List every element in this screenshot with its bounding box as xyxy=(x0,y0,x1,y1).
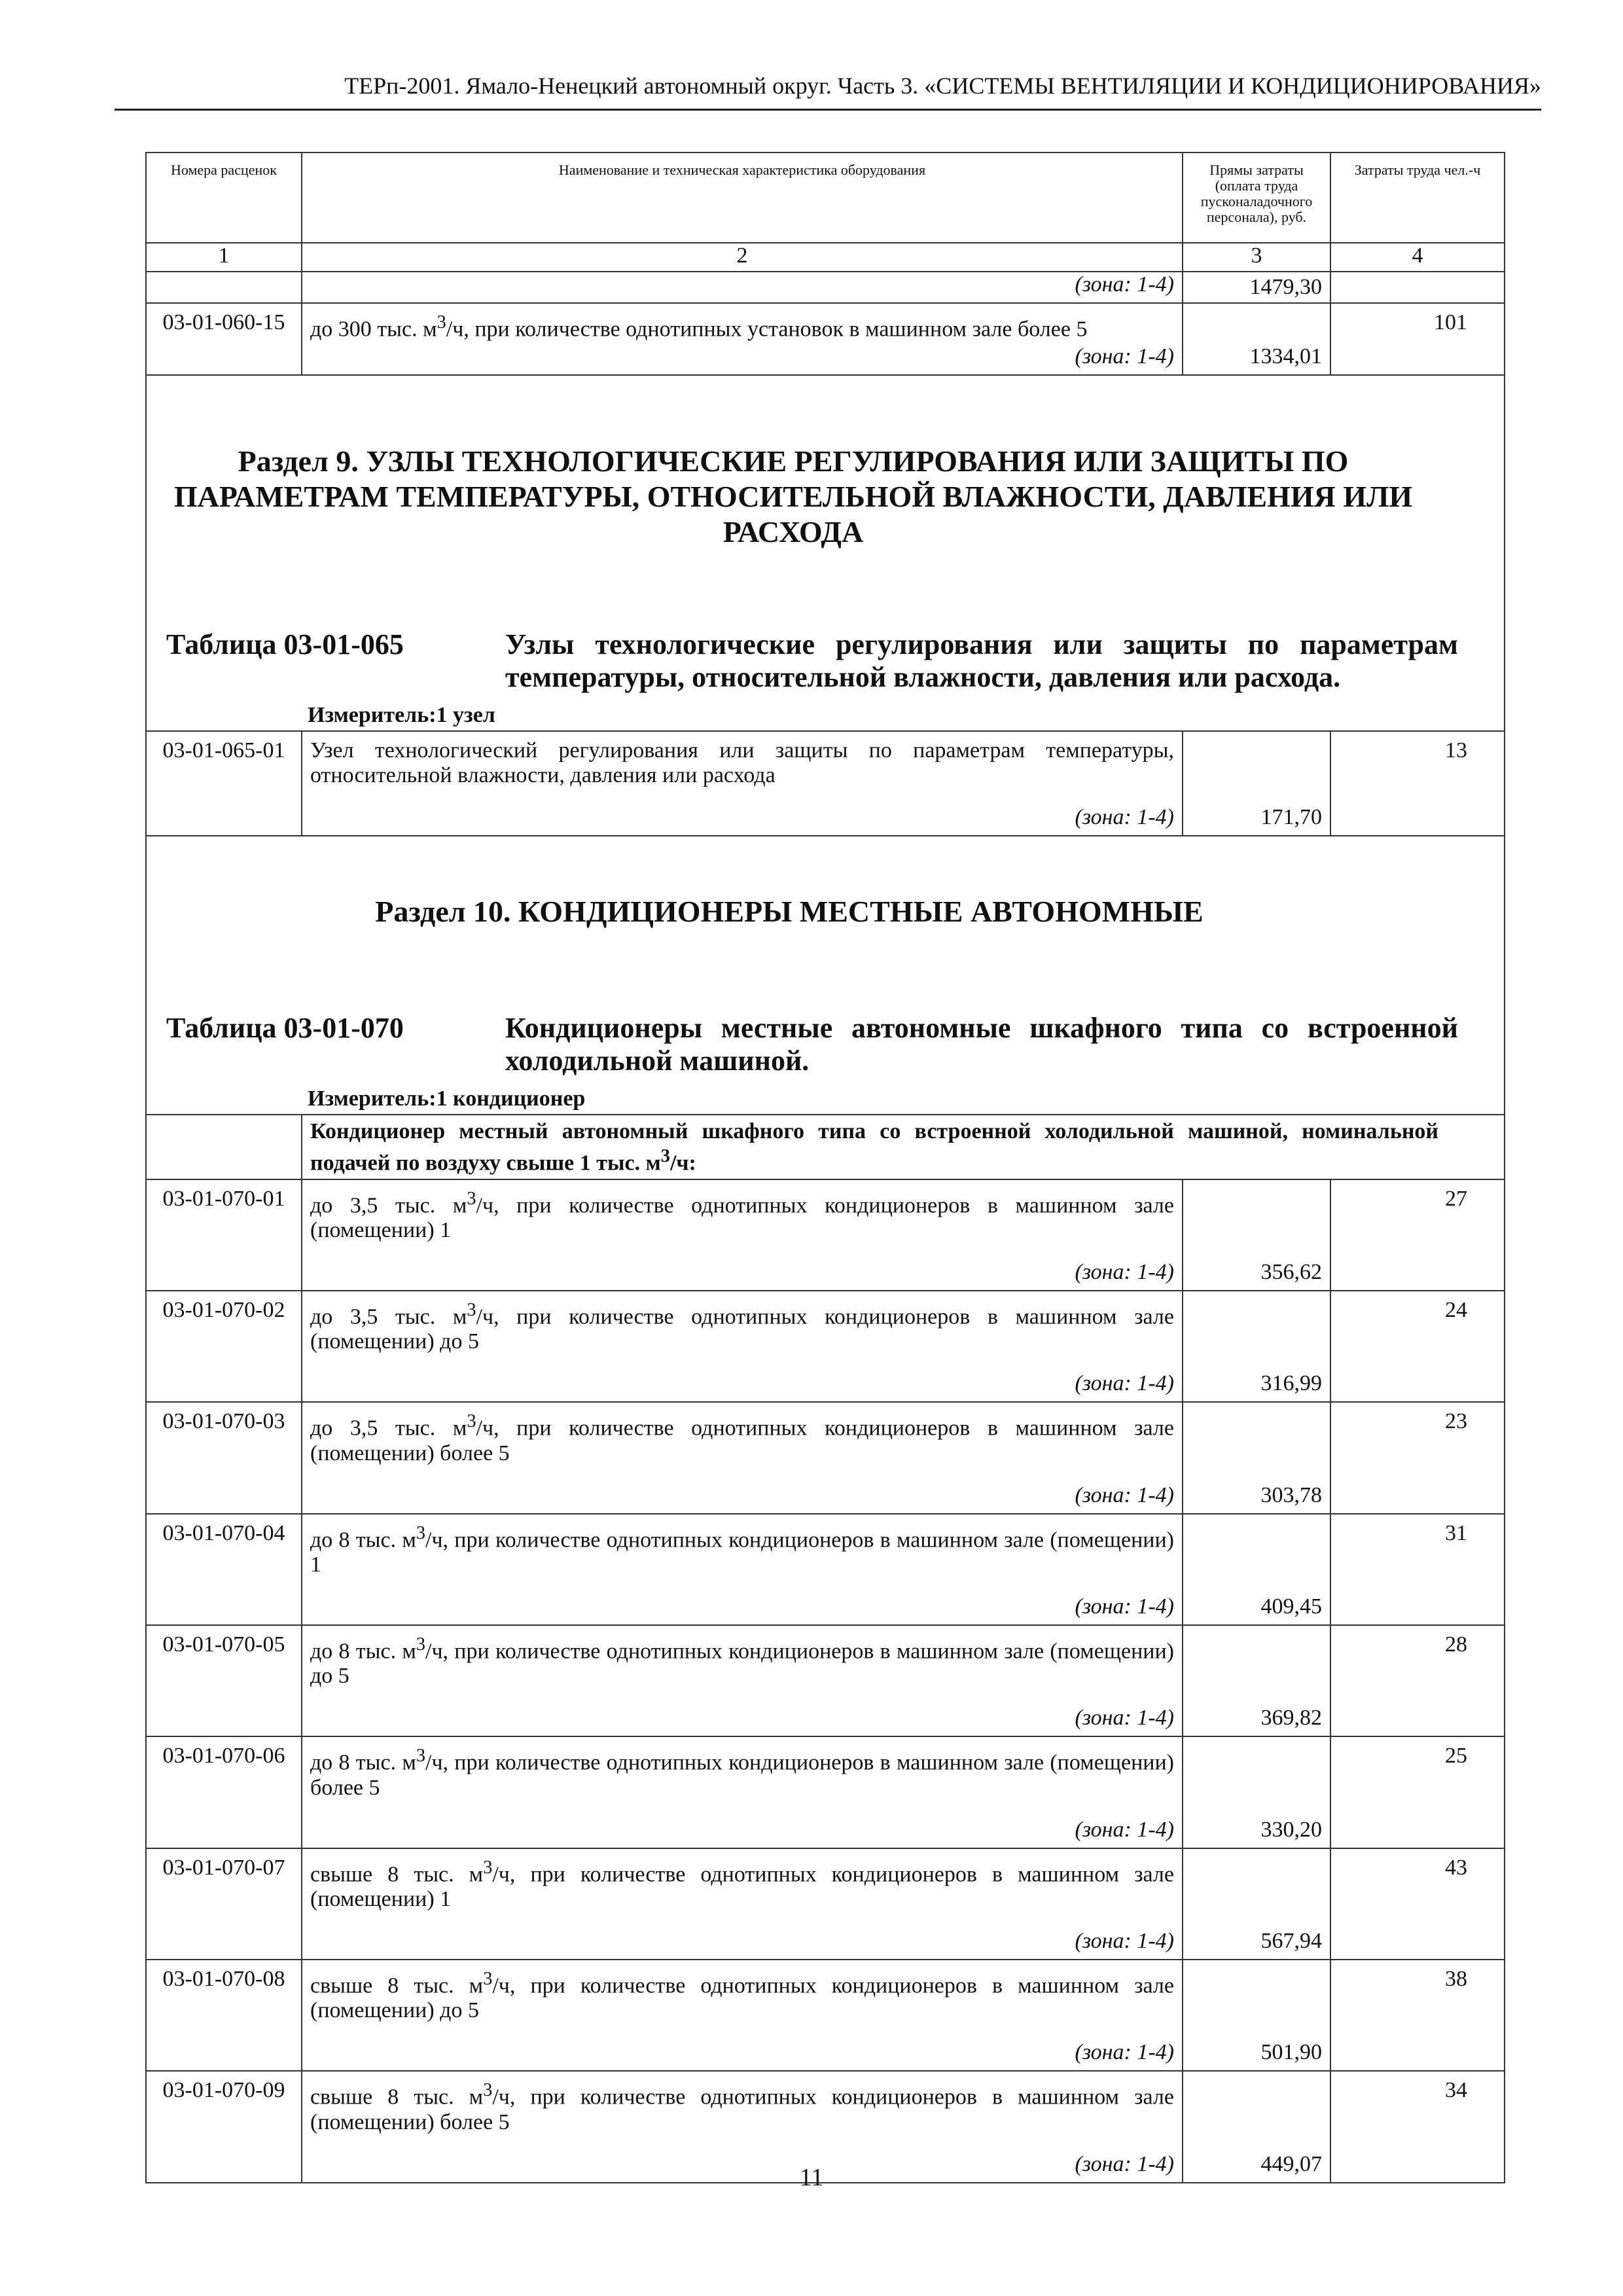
cost-value: 369,82 xyxy=(1183,1625,1330,1736)
rate-description: до 300 тыс. $м^3/ч$, при количестве однотипных установок в машинном зале более 5 (зона: 1-4) xyxy=(302,303,1183,375)
table-row xyxy=(146,1514,1505,1625)
rates-table xyxy=(145,152,1505,2183)
measure-unit: Измеритель:1 кондиционер xyxy=(308,1086,586,1111)
running-header: ТЕРп-2001. Ямало-Ненецкий автономный округ. Часть 3. «СИСТЕМЫ ВЕНТИЛЯЦИИ И КОНДИЦИОНИРОВАНИЯ» xyxy=(115,71,1541,111)
header-equipment-name: Наименование и техническая характеристика оборудования xyxy=(302,152,1183,243)
column-number-row xyxy=(146,243,1505,272)
section-10-block xyxy=(146,836,1505,1115)
header-direct-costs: Прямы затраты (оплата труда пусконаладочного персонала), руб. xyxy=(1183,152,1330,243)
rate-description: до 8 тыс. $м^3/ч$, при количестве однотипных кондиционеров в машинном зале (помещении) более 5 (зона: 1-4) xyxy=(302,1736,1183,1848)
rate-description: свыше 8 тыс. $м^3/ч$, при количестве однотипных кондиционеров в машинном зале (помещении) более 5 (зона: 1-4) xyxy=(302,2071,1183,2182)
labor-value: 31 xyxy=(1330,1514,1505,1625)
table-row xyxy=(146,1179,1505,1291)
table-description: Узлы технологические регулирования или защиты по параметрам температуры, относительной влажности, давления или расхода. xyxy=(505,628,1458,694)
labor-value: 13 xyxy=(1330,731,1505,836)
rate-description: до 8 тыс. $м^3/ч$, при количестве однотипных кондиционеров в машинном зале (помещении) 1 (зона: 1-4) xyxy=(302,1514,1183,1625)
table-row xyxy=(146,1848,1505,1960)
zone-label: (зона: 1-4) xyxy=(302,272,1183,303)
table-row xyxy=(146,303,1505,375)
zone-label: (зона: 1-4) xyxy=(1075,1259,1174,1284)
cost-value: 501,90 xyxy=(1183,1960,1330,2071)
table-caption xyxy=(147,1012,1504,1077)
cost-value: 1479,30 xyxy=(1183,272,1330,303)
column-number: 4 xyxy=(1330,243,1505,272)
header-labor-costs: Затраты труда чел.-ч xyxy=(1330,152,1505,243)
zone-label: (зона: 1-4) xyxy=(1075,1594,1174,1619)
zone-label: (зона: 1-4) xyxy=(1075,805,1174,830)
page-number: 11 xyxy=(799,2164,824,2191)
section-title: Раздел 9. УЗЛЫ ТЕХНОЛОГИЧЕСКИЕ РЕГУЛИРОВАНИЯ ИЛИ ЗАЩИТЫ ПО ПАРАМЕТРАМ ТЕМПЕРАТУРЫ, ОТНОСИТЕЛЬНОЙ ВЛАЖНОСТИ, ДАВЛЕНИЯ ИЛИ РАСХОДА xyxy=(173,444,1413,549)
zone-label: (зона: 1-4) xyxy=(1075,2040,1174,2065)
cost-value: 1334,01 xyxy=(1183,303,1330,375)
labor-value: 25 xyxy=(1330,1736,1505,1848)
measure-unit: Измеритель:1 узел xyxy=(308,703,495,728)
labor-value: 27 xyxy=(1330,1179,1505,1291)
carry-over-row xyxy=(146,272,1505,303)
rate-code: 03-01-070-04 xyxy=(146,1514,302,1625)
cost-value: 303,78 xyxy=(1183,1402,1330,1513)
table-number: Таблица 03-01-065 xyxy=(166,628,404,661)
zone-label: (зона: 1-4) xyxy=(1075,344,1174,369)
rate-code: 03-01-070-01 xyxy=(146,1179,302,1291)
section-title: Раздел 10. КОНДИЦИОНЕРЫ МЕСТНЫЕ АВТОНОМНЫЕ xyxy=(375,895,1204,929)
rate-description: до 3,5 тыс. $м^3/ч$, при количестве однотипных кондиционеров в машинном зале (помещении) более 5 (зона: 1-4) xyxy=(302,1402,1183,1513)
labor-value: 38 xyxy=(1330,1960,1505,2071)
header-rate-numbers: Номера расценок xyxy=(146,152,302,243)
rate-description: свыше 8 тыс. $м^3/ч$, при количестве однотипных кондиционеров в машинном зале (помещении) до 5 (зона: 1-4) xyxy=(302,1960,1183,2071)
rate-description: до 3,5 тыс. $м^3/ч$, при количестве однотипных кондиционеров в машинном зале (помещении) до 5 (зона: 1-4) xyxy=(302,1291,1183,1402)
column-number: 3 xyxy=(1183,243,1330,272)
rate-code: 03-01-070-03 xyxy=(146,1402,302,1513)
rate-code: 03-01-070-09 xyxy=(146,2071,302,2182)
labor-value: 34 xyxy=(1330,2071,1505,2182)
rate-code: 03-01-070-08 xyxy=(146,1960,302,2071)
labor-value: 101 xyxy=(1330,303,1505,375)
rate-description: Узел технологический регулирования или защиты по параметрам температуры, относительной влажности, давления или расхода (зона: 1-4) xyxy=(302,731,1183,836)
group-description: Кондиционер местный автономный шкафного типа со встроенной холодильной машиной, номинальной подачей по воздуху свыше 1 тыс. $м^3/ч$: xyxy=(302,1115,1505,1179)
labor-value: 24 xyxy=(1330,1291,1505,1402)
rate-code: 03-01-070-06 xyxy=(146,1736,302,1848)
cost-value: 449,07 xyxy=(1183,2071,1330,2182)
rate-code: 03-01-060-15 xyxy=(146,303,302,375)
zone-label: (зона: 1-4) xyxy=(1075,2151,1174,2176)
rate-code: 03-01-070-07 xyxy=(146,1848,302,1960)
cost-value: 356,62 xyxy=(1183,1179,1330,1291)
zone-label: (зона: 1-4) xyxy=(1075,1928,1174,1953)
labor-value: 43 xyxy=(1330,1848,1505,1960)
table-number: Таблица 03-01-070 xyxy=(166,1012,404,1045)
rate-description: свыше 8 тыс. $м^3/ч$, при количестве однотипных кондиционеров в машинном зале (помещении) 1 (зона: 1-4) xyxy=(302,1848,1183,1960)
cost-value: 330,20 xyxy=(1183,1736,1330,1848)
section-9-block xyxy=(146,375,1505,731)
column-number: 1 xyxy=(146,243,302,272)
zone-label: (зона: 1-4) xyxy=(1075,1482,1174,1507)
zone-label: (зона: 1-4) xyxy=(1075,1371,1174,1396)
labor-value: 28 xyxy=(1330,1625,1505,1736)
table-row xyxy=(146,1402,1505,1513)
column-number: 2 xyxy=(302,243,1183,272)
rate-description: до 8 тыс. $м^3/ч$, при количестве однотипных кондиционеров в машинном зале (помещении) до 5 (зона: 1-4) xyxy=(302,1625,1183,1736)
table-description: Кондиционеры местные автономные шкафного типа со встроенной холодильной машиной. xyxy=(505,1012,1458,1077)
group-header-row xyxy=(146,1115,1505,1179)
zone-label: (зона: 1-4) xyxy=(1075,1706,1174,1731)
rate-code: 03-01-070-05 xyxy=(146,1625,302,1736)
table-row xyxy=(146,1291,1505,1402)
table-header-row xyxy=(146,152,1505,243)
cost-value: 567,94 xyxy=(1183,1848,1330,1960)
labor-value: 23 xyxy=(1330,1402,1505,1513)
table-row xyxy=(146,1960,1505,2071)
table-caption xyxy=(147,628,1504,694)
rate-code: 03-01-065-01 xyxy=(146,731,302,836)
zone-label: (зона: 1-4) xyxy=(1075,1817,1174,1842)
table-row xyxy=(146,731,1505,836)
rate-code: 03-01-070-02 xyxy=(146,1291,302,1402)
table-row xyxy=(146,1625,1505,1736)
cost-value: 409,45 xyxy=(1183,1514,1330,1625)
rate-description: до 3,5 тыс. $м^3/ч$, при количестве однотипных кондиционеров в машинном зале (помещении) 1 (зона: 1-4) xyxy=(302,1179,1183,1291)
cost-value: 171,70 xyxy=(1183,731,1330,836)
cost-value: 316,99 xyxy=(1183,1291,1330,1402)
table-row xyxy=(146,1736,1505,1848)
